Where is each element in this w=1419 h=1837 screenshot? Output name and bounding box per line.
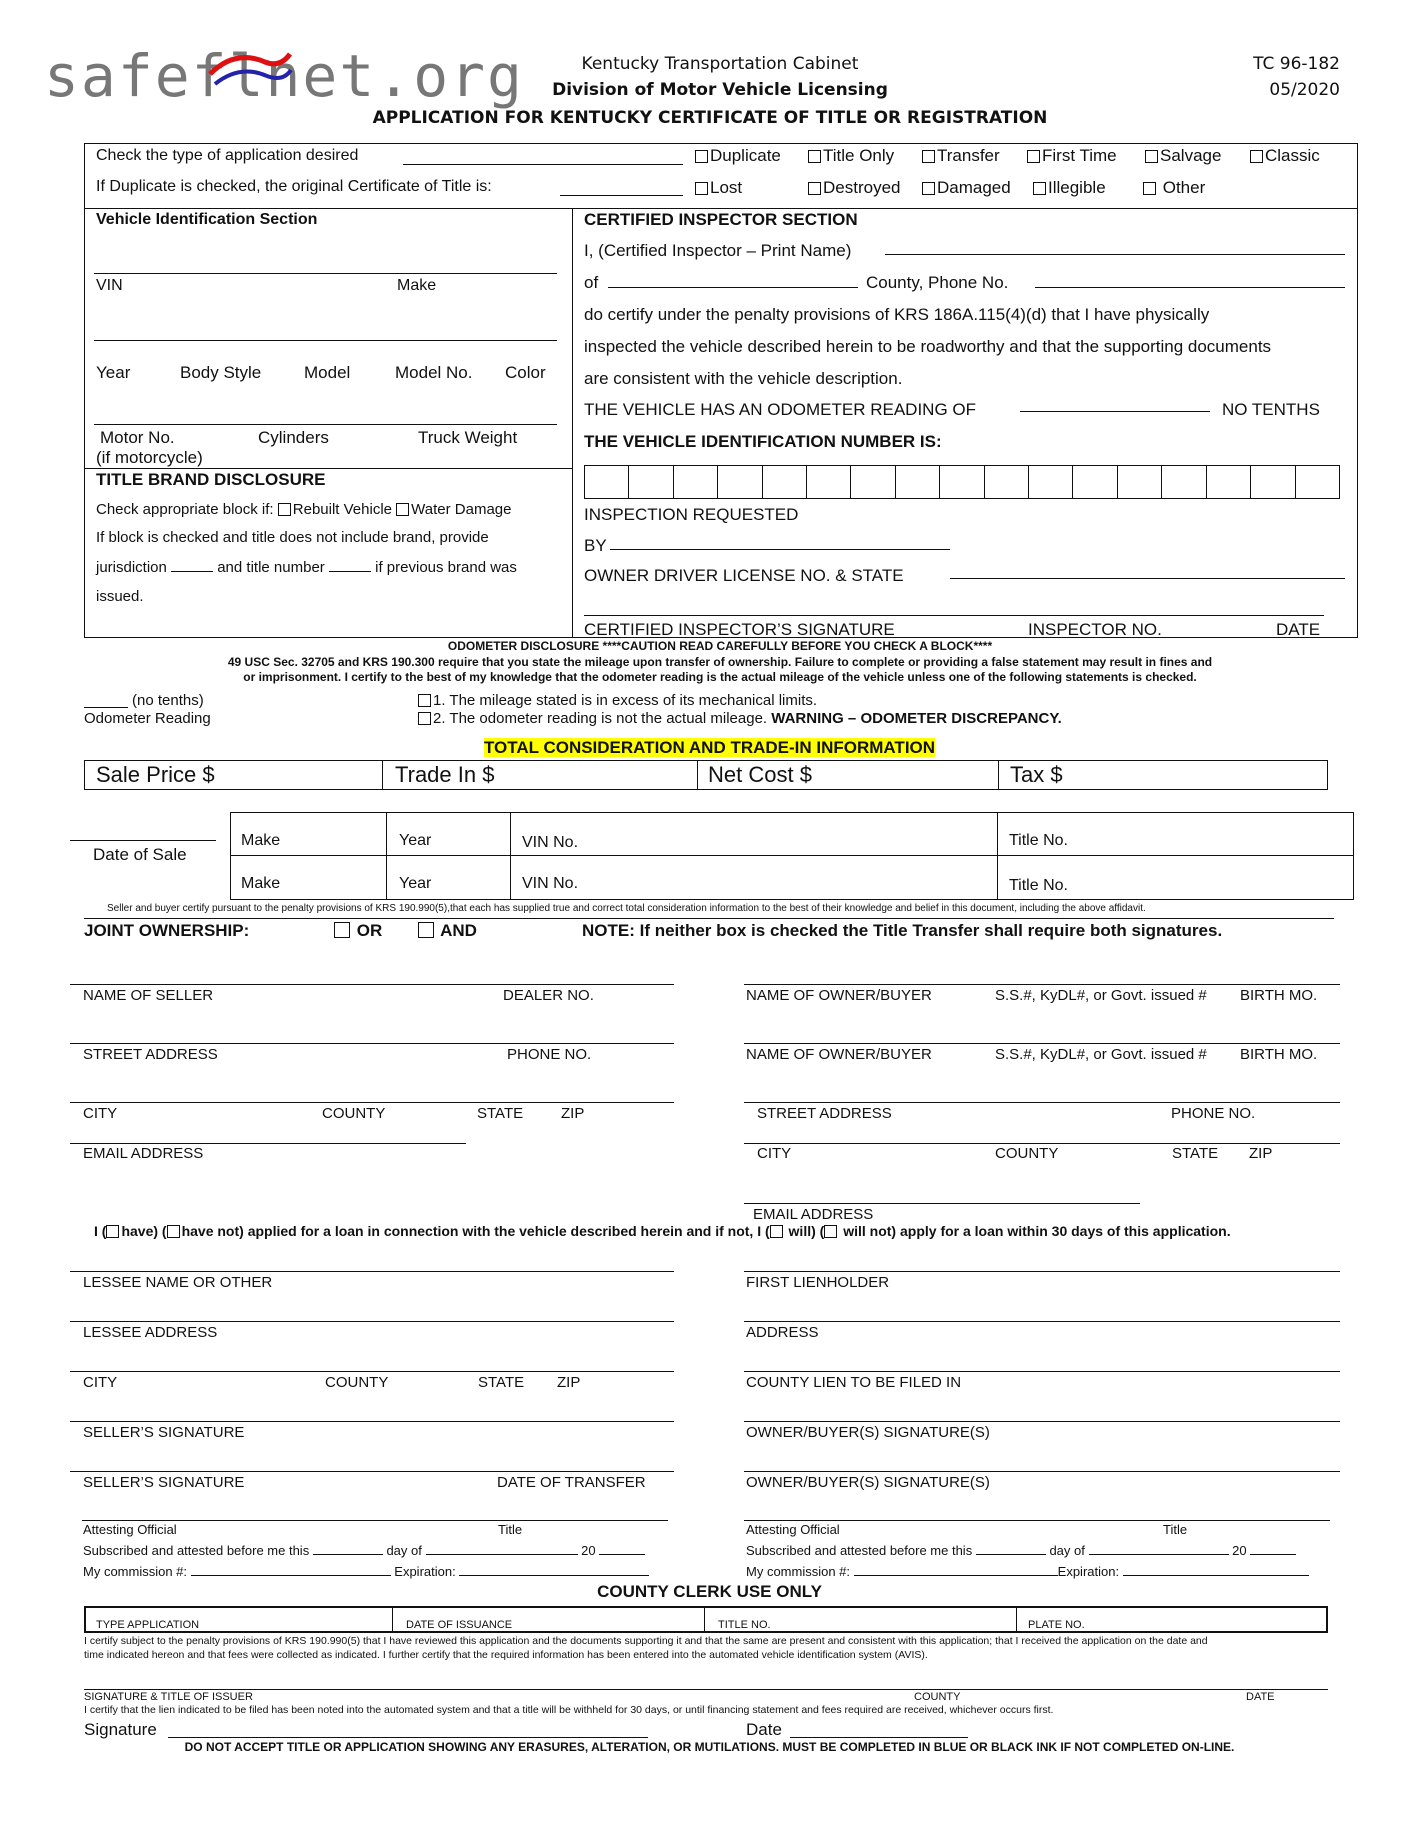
vin-make-line[interactable] (94, 273, 557, 274)
vin-char-box[interactable] (940, 466, 984, 498)
vin-char-box[interactable] (896, 466, 940, 498)
buyer-street-field[interactable] (744, 1102, 1340, 1103)
date-of-sale-label: Date of Sale (93, 845, 187, 864)
issuer-county-label: COUNTY (914, 1691, 961, 1703)
seller-state-label: STATE (477, 1105, 524, 1122)
date-label: Date (746, 1720, 782, 1739)
buyer-1-field[interactable] (744, 984, 1340, 985)
commission-right: My commission #: Expiration: (746, 1564, 1309, 1579)
other-checkbox[interactable] (1143, 182, 1156, 195)
vin-char-box[interactable] (985, 466, 1029, 498)
odometer-reading-label: Odometer Reading (84, 710, 211, 727)
subscribed-day-left-field[interactable] (313, 1554, 383, 1555)
inspector-print-name-label: I, (Certified Inspector – Print Name) (584, 241, 852, 260)
odometer-no-tenths: (no tenths) (132, 692, 204, 709)
trade-make-2[interactable]: Make (241, 875, 281, 892)
requested-by-field[interactable] (610, 549, 950, 550)
vin-char-box[interactable] (585, 466, 629, 498)
lien-address-label: ADDRESS (746, 1324, 819, 1341)
classic-checkbox[interactable] (1250, 150, 1263, 163)
title-only-checkbox[interactable] (808, 150, 821, 163)
lessee-state-label: STATE (478, 1374, 525, 1391)
vin-label: VIN (96, 277, 123, 294)
vin-char-box[interactable] (1207, 466, 1251, 498)
joint-note: NOTE: If neither box is checked the Title Transfer shall require both signatures. (582, 921, 1223, 940)
buyer-email-label: EMAIL ADDRESS (753, 1206, 874, 1223)
certify-line-2: inspected the vehicle described herein to be roadworthy and that the supporting documents (584, 337, 1272, 356)
salvage-checkbox[interactable] (1145, 150, 1158, 163)
by-label: BY (584, 536, 607, 555)
attesting-title-left-label: Title (498, 1522, 523, 1537)
lien-county-label: COUNTY LIEN TO BE FILED IN (746, 1374, 962, 1391)
mechanical-limits-checkbox[interactable] (418, 694, 431, 707)
seller-county-label: COUNTY (322, 1105, 386, 1122)
make-label: Make (397, 277, 437, 294)
joint-and-checkbox[interactable] (418, 922, 434, 938)
seller-email-field[interactable] (70, 1143, 466, 1144)
attesting-official-right-label: Attesting Official (746, 1522, 840, 1537)
first-lienholder-label: FIRST LIENHOLDER (746, 1274, 890, 1291)
lien-county-field[interactable] (744, 1371, 1340, 1372)
odometer-law-1: 49 USC Sec. 32705 and KRS 190.300 require that you state the mileage upon transfer of ownership. Failure to complete or providing a false statement may result in fines and (227, 655, 1213, 669)
truck-weight-label: Truck Weight (418, 428, 518, 447)
water-damage-checkbox[interactable] (396, 503, 409, 516)
owner-signature-1-field[interactable] (744, 1421, 1340, 1422)
net-cost-field[interactable]: Net Cost $ (708, 762, 812, 787)
attesting-official-right-field[interactable] (744, 1520, 1330, 1521)
plate-no-field[interactable]: PLATE NO. (1028, 1619, 1085, 1631)
vin-char-box[interactable] (763, 466, 807, 498)
lien-certify: I certify that the lien indicated to be filed has been noted into the automated system and that a title will be withheld for 30 days, or until financing statement and fees required are received, whichever occurs first. (84, 1704, 1054, 1716)
clerk-certify-1: I certify subject to the penalty provisions of KRS 190.990(5) that I have reviewed this application and the documents supporting it and that the same are present and consistent with this application; that I received the application on the date and (84, 1635, 1208, 1647)
inspector-section-title: CERTIFIED INSPECTOR SECTION (584, 210, 858, 229)
lessee-county-label: COUNTY (325, 1374, 389, 1391)
odometer-heading: ODOMETER DISCLOSURE ****CAUTION READ CAREFULLY BEFORE YOU CHECK A BLOCK**** (447, 639, 993, 653)
lessee-name-field[interactable] (70, 1271, 674, 1272)
buyer-1-id-label: S.S.#, KyDL#, or Govt. issued # (995, 987, 1207, 1004)
odometer-statement-1: 1. The mileage stated is in excess of its mechanical limits. (418, 692, 817, 709)
seller-street-field[interactable] (70, 1043, 674, 1044)
date-issuance-field[interactable]: DATE OF ISSUANCE (406, 1619, 513, 1631)
cylinders-label: Cylinders (258, 428, 329, 447)
subscribed-year-left-field[interactable] (599, 1554, 645, 1555)
will-apply-checkbox[interactable] (770, 1225, 783, 1238)
motorcycle-note: (if motorcycle) (96, 448, 203, 467)
subscribed-month-right-field[interactable] (1089, 1554, 1229, 1555)
buyer-1-name-label: NAME OF OWNER/BUYER (746, 987, 932, 1004)
certify-line-1: do certify under the penalty provisions of KRS 186A.115(4)(d) that I have physically (584, 305, 1210, 324)
seller-email-label: EMAIL ADDRESS (83, 1145, 204, 1162)
county-clerk-heading: COUNTY CLERK USE ONLY (597, 1582, 822, 1601)
buyer-city-field[interactable] (744, 1143, 1340, 1144)
seller-signature-2-label: SELLER’S SIGNATURE (83, 1474, 245, 1491)
lessee-zip-label: ZIP (557, 1374, 581, 1391)
vin-char-box[interactable] (1296, 466, 1339, 498)
seller-street-label: STREET ADDRESS (83, 1046, 218, 1063)
lessee-name-label: LESSEE NAME OR OTHER (83, 1274, 273, 1291)
inspector-date-label: DATE (1276, 620, 1321, 639)
vin-char-box[interactable] (851, 466, 895, 498)
commission-left: My commission #: Expiration: (83, 1564, 649, 1579)
clerk-title-no-field[interactable]: TITLE NO. (718, 1619, 771, 1631)
option-illegible[interactable]: Illegible (1033, 178, 1106, 198)
inspector-of-label: of (584, 273, 599, 292)
form-title: APPLICATION FOR KENTUCKY CERTIFICATE OF TITLE OR REGISTRATION (372, 108, 1048, 128)
owner-signature-2-label: OWNER/BUYER(S) SIGNATURE(S) (746, 1474, 990, 1491)
loan-statement: I ( have) ( have not) applied for a loan in connection with the vehicle described herein and if not, I ( will) ( will not) apply for a loan within 30 days of this application. (94, 1223, 1231, 1239)
vin-char-box[interactable] (1118, 466, 1162, 498)
brand-instructions: If block is checked and title does not include brand, provide (96, 529, 489, 546)
option-transfer[interactable]: Transfer (922, 146, 1000, 166)
brand-check-row: Check appropriate block if: Rebuilt Vehicle Water Damage (96, 501, 512, 518)
have-not-applied-checkbox[interactable] (167, 1225, 180, 1238)
owner-dl-field[interactable] (950, 578, 1345, 579)
logo-text: safeflnet.org (44, 42, 524, 110)
type-application-field[interactable]: TYPE APPLICATION (96, 1619, 200, 1631)
seller-city-field[interactable] (70, 1102, 674, 1103)
vin-char-box[interactable] (718, 466, 762, 498)
year-label: Year (96, 363, 131, 382)
odometer-law-2: or imprisonment. I certify to the best of my knowledge that the odometer reading is the actual mileage of the vehicle unless one of the following statements is checked. (243, 670, 1197, 684)
have-applied-checkbox[interactable] (106, 1225, 119, 1238)
trade-in-field[interactable]: Trade In $ (395, 762, 495, 787)
buyer-zip-label: ZIP (1249, 1145, 1273, 1162)
duplicate-original-label: If Duplicate is checked, the original Certificate of Title is: (96, 178, 492, 195)
subscribed-year-right-field[interactable] (1250, 1554, 1296, 1555)
sale-price-field[interactable]: Sale Price $ (96, 762, 215, 787)
duplicate-checkbox[interactable] (695, 150, 708, 163)
date-of-transfer-label: DATE OF TRANSFER (497, 1474, 646, 1491)
vehicle-section-title: Vehicle Identification Section (96, 211, 318, 228)
county-phone-label: County, Phone No. (866, 273, 1009, 292)
first-time-checkbox[interactable] (1027, 150, 1040, 163)
joint-or-checkbox[interactable] (334, 922, 350, 938)
vin-char-box[interactable] (807, 466, 851, 498)
trade-make-1[interactable]: Make (241, 832, 281, 849)
owner-signature-1-label: OWNER/BUYER(S) SIGNATURE(S) (746, 1424, 990, 1441)
odometer-statement-2: 2. The odometer reading is not the actual mileage. WARNING – ODOMETER DISCREPANCY. (418, 710, 1062, 727)
inspector-odometer-field[interactable] (1020, 411, 1210, 412)
trade-title-2[interactable]: Title No. (1009, 877, 1068, 894)
expiration-left-field[interactable] (459, 1575, 649, 1576)
illegible-checkbox[interactable] (1033, 182, 1046, 195)
buyer-street-label: STREET ADDRESS (757, 1105, 892, 1122)
option-title-only[interactable]: Title Only (808, 146, 894, 166)
body-style-label: Body Style (180, 363, 262, 382)
inspection-requested-label: INSPECTION REQUESTED (584, 505, 799, 524)
commission-right-field[interactable] (854, 1575, 1058, 1576)
model-no-label: Model No. (395, 363, 473, 382)
vin-char-box[interactable] (1162, 466, 1206, 498)
option-destroyed[interactable]: Destroyed (808, 178, 900, 198)
lessee-city-field[interactable] (70, 1371, 674, 1372)
no-tenths-label: NO TENTHS (1222, 400, 1320, 419)
buyer-phone-label: PHONE NO. (1171, 1105, 1256, 1122)
lessee-city-label: CITY (83, 1374, 118, 1391)
issuer-date-label: DATE (1246, 1691, 1275, 1703)
brand-title-number-field[interactable] (329, 571, 371, 572)
clerk-signature-field[interactable] (168, 1737, 648, 1738)
inspector-name-field[interactable] (885, 254, 1345, 255)
logo-swoosh-icon (205, 44, 295, 106)
first-lienholder-field[interactable] (744, 1271, 1340, 1272)
seller-signature-1-label: SELLER’S SIGNATURE (83, 1424, 245, 1441)
transfer-checkbox[interactable] (922, 150, 935, 163)
tax-field[interactable]: Tax $ (1010, 762, 1063, 787)
option-classic[interactable]: Classic (1250, 146, 1320, 166)
will-not-apply-checkbox[interactable] (824, 1225, 837, 1238)
inspector-county-field[interactable] (608, 287, 858, 288)
trade-vin-1[interactable]: VIN No. (522, 834, 579, 851)
joint-or-option[interactable]: OR (334, 921, 382, 941)
brand-jurisdiction-row: jurisdiction and title number if previous brand was (96, 559, 517, 576)
subscribed-day-right-field[interactable] (976, 1554, 1046, 1555)
buyer-state-label: STATE (1172, 1145, 1219, 1162)
trade-vin-2[interactable]: VIN No. (522, 875, 579, 892)
destroyed-checkbox[interactable] (808, 182, 821, 195)
inspector-no-label: INSPECTOR NO. (1028, 620, 1162, 639)
joint-ownership-label: JOINT OWNERSHIP: (84, 921, 250, 940)
owner-dl-label: OWNER DRIVER LICENSE NO. & STATE (584, 566, 904, 585)
issuer-signature-field[interactable] (84, 1689, 1328, 1690)
date-of-sale-field[interactable] (70, 840, 216, 841)
seller-city-label: CITY (83, 1105, 118, 1122)
trade-year-2[interactable]: Year (399, 875, 432, 892)
agency-name: Kentucky Transportation Cabinet (581, 54, 859, 74)
buyer-2-name-label: NAME OF OWNER/BUYER (746, 1046, 932, 1063)
subscribed-right: Subscribed and attested before me this day of 20 (746, 1543, 1296, 1558)
lien-address-field[interactable] (744, 1321, 1340, 1322)
vin-char-box[interactable] (1029, 466, 1073, 498)
issuer-signature-label: SIGNATURE & TITLE OF ISSUER (84, 1691, 253, 1703)
inspector-phone-field[interactable] (1035, 287, 1345, 288)
footer-warning: DO NOT ACCEPT TITLE OR APPLICATION SHOWING ANY ERASURES, ALTERATION, OR MUTILATIONS. MUST BE COMPLETED IN BLUE OR BLACK INK IF NOT COMPLETED ON-LINE. (184, 1740, 1235, 1754)
option-other[interactable]: Other (1143, 178, 1205, 198)
seller-zip-label: ZIP (561, 1105, 585, 1122)
inspector-signature-line[interactable] (584, 615, 1324, 616)
trade-title-1[interactable]: Title No. (1009, 832, 1068, 849)
vin-char-box[interactable] (1073, 466, 1117, 498)
model-label: Model (304, 363, 351, 382)
expiration-right-field[interactable] (1123, 1575, 1309, 1576)
option-duplicate[interactable]: Duplicate (695, 146, 781, 166)
consideration-certify: Seller and buyer certify pursuant to the penalty provisions of KRS 190.990(5),that each has supplied true and correct total consideration information to the best of their knowledge and belief in this document, including the above affidavit. (107, 903, 1146, 914)
clerk-table (84, 1606, 1328, 1633)
attesting-official-left-label: Attesting Official (83, 1522, 177, 1537)
buyer-2-field[interactable] (744, 1043, 1340, 1044)
seller-name-label: NAME OF SELLER (83, 987, 214, 1004)
title-brand-heading: TITLE BRAND DISCLOSURE (96, 470, 326, 489)
brand-issued: issued. (96, 588, 144, 605)
lessee-address-label: LESSEE ADDRESS (83, 1324, 218, 1341)
option-salvage[interactable]: Salvage (1145, 146, 1221, 166)
certify-line-3: are consistent with the vehicle description. (584, 369, 903, 388)
vin-char-box[interactable] (629, 466, 673, 498)
buyer-email-field[interactable] (744, 1203, 1140, 1204)
joint-and-option[interactable]: AND (418, 921, 477, 941)
rebuilt-checkbox[interactable] (278, 503, 291, 516)
dealer-no-label: DEALER NO. (503, 987, 594, 1004)
odometer-reading-field[interactable] (84, 707, 128, 708)
buyer-county-label: COUNTY (995, 1145, 1059, 1162)
year-model-line[interactable] (94, 340, 557, 341)
division-name: Division of Motor Vehicle Licensing (552, 80, 888, 100)
clerk-date-field[interactable] (790, 1737, 968, 1738)
subscribed-month-left-field[interactable] (426, 1554, 578, 1555)
seller-signature-1-field[interactable] (70, 1421, 674, 1422)
vin-boxes (584, 465, 1340, 499)
attesting-official-left-field[interactable] (82, 1520, 668, 1521)
buyer-2-id-label: S.S.#, KyDL#, or Govt. issued # (995, 1046, 1207, 1063)
form-number: TC 96-182 (1253, 54, 1340, 74)
owner-signature-2-field[interactable] (744, 1471, 1340, 1472)
motor-no-label: Motor No. (100, 428, 175, 447)
seller-name-field[interactable] (70, 984, 674, 985)
attesting-title-right-label: Title (1163, 1522, 1188, 1537)
trade-year-1[interactable]: Year (399, 832, 432, 849)
option-lost[interactable]: Lost (695, 178, 742, 198)
lessee-address-field[interactable] (70, 1321, 674, 1322)
seller-phone-label: PHONE NO. (507, 1046, 592, 1063)
buyer-2-birth-label: BIRTH MO. (1240, 1046, 1318, 1063)
inspector-signature-label: CERTIFIED INSPECTOR’S SIGNATURE (584, 620, 895, 639)
signature-label: Signature (84, 1720, 157, 1739)
option-damaged[interactable]: Damaged (922, 178, 1011, 198)
odometer-reading-label: THE VEHICLE HAS AN ODOMETER READING OF (584, 400, 977, 419)
not-actual-mileage-checkbox[interactable] (418, 712, 431, 725)
app-type-label: Check the type of application desired (96, 147, 359, 164)
damaged-checkbox[interactable] (922, 182, 935, 195)
vin-char-box[interactable] (674, 466, 718, 498)
seller-signature-2-field[interactable] (70, 1471, 674, 1472)
lost-checkbox[interactable] (695, 182, 708, 195)
clerk-certify-2: time indicated hereon and that fees were collected as indicated. I further certify that the required information has been entered into the automated vehicle identification system (AVIS). (84, 1649, 928, 1661)
price-row (84, 760, 1328, 790)
color-label: Color (505, 363, 546, 382)
commission-left-field[interactable] (191, 1575, 391, 1576)
motor-line[interactable] (94, 424, 557, 425)
buyer-1-birth-label: BIRTH MO. (1240, 987, 1318, 1004)
app-type-line (403, 164, 683, 165)
option-first-time[interactable]: First Time (1027, 146, 1117, 166)
form-date: 05/2020 (1269, 80, 1340, 100)
vin-char-box[interactable] (1251, 466, 1295, 498)
subscribed-left: Subscribed and attested before me this day of 20 (83, 1543, 645, 1558)
vin-is-label: THE VEHICLE IDENTIFICATION NUMBER IS: (584, 432, 942, 451)
jurisdiction-field[interactable] (171, 571, 213, 572)
buyer-city-label: CITY (757, 1145, 792, 1162)
consideration-heading: TOTAL CONSIDERATION AND TRADE-IN INFORMATION (483, 738, 936, 757)
